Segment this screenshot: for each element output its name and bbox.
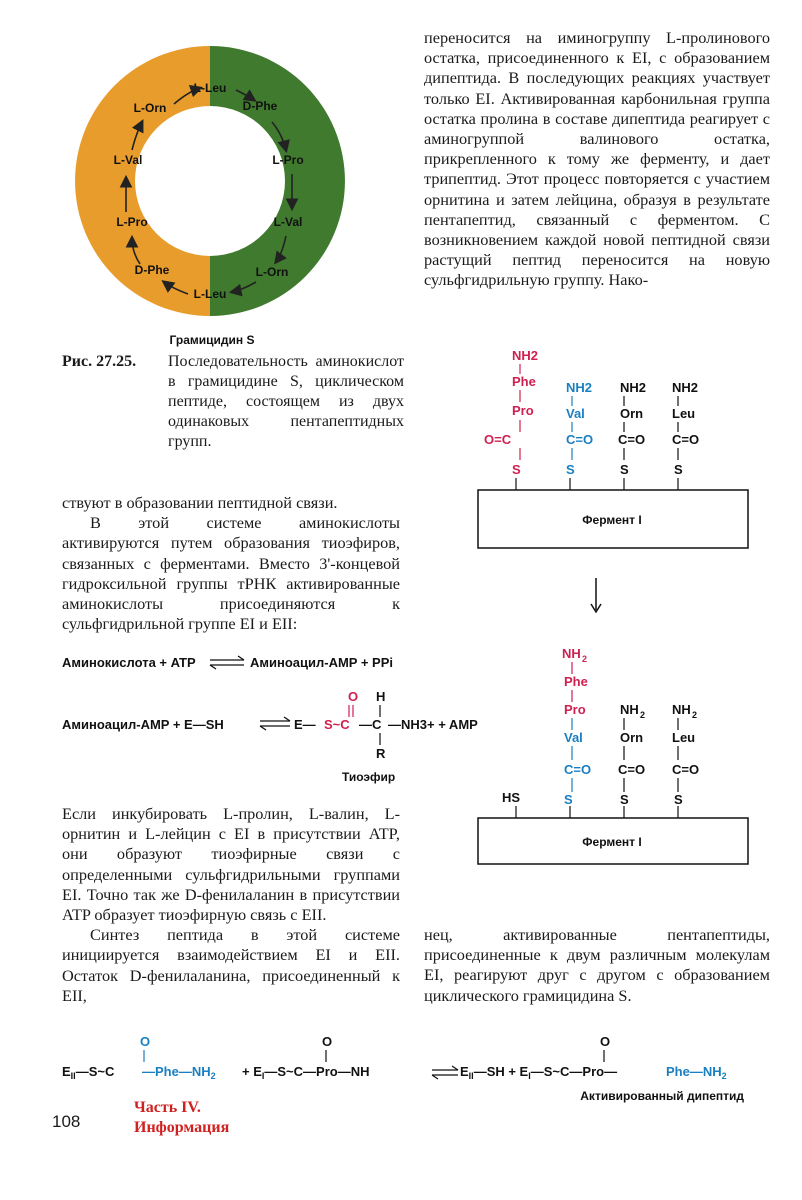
caption-text: Последовательность аминокислот в грамицидине S, циклическом пептиде, состоящем из двух одинаковых пентапептидных групп. bbox=[168, 353, 404, 450]
svg-text:Orn: Orn bbox=[620, 730, 644, 745]
svg-text:O: O bbox=[140, 1034, 151, 1049]
figure-caption bbox=[62, 352, 404, 452]
part-line-2: Информация bbox=[134, 1119, 230, 1136]
page-number: 108 bbox=[52, 1112, 81, 1131]
eq2-h: H bbox=[376, 689, 386, 704]
eq2-r: R bbox=[376, 746, 386, 761]
enzyme-state-1 bbox=[478, 348, 748, 548]
svg-text:Leu: Leu bbox=[672, 406, 696, 421]
svg-text:C=O: C=O bbox=[566, 432, 594, 447]
svg-text:Фермент I: Фермент I bbox=[582, 835, 642, 849]
svg-text:Phe—NH2: $Phe—NH_2$ bbox=[666, 1064, 727, 1081]
left-bottom-column bbox=[62, 804, 400, 1006]
thioester-label: Тиоэфир bbox=[342, 770, 396, 784]
svg-text:S: S bbox=[620, 792, 629, 807]
svg-text:NH2: NH2 bbox=[566, 380, 593, 395]
enzyme-state-2 bbox=[478, 646, 748, 864]
gramicidin-ring-figure bbox=[60, 26, 360, 356]
svg-text:—Phe—NH2: $—Phe—NH_2$ bbox=[142, 1064, 216, 1081]
svg-text:NH2: NH2 bbox=[512, 348, 539, 363]
part-title bbox=[134, 1098, 229, 1138]
svg-text:S: S bbox=[674, 792, 683, 807]
part-line-1: Часть IV. bbox=[134, 1099, 201, 1116]
svg-text:O: O bbox=[600, 1034, 611, 1049]
svg-text:—C: —C bbox=[359, 717, 382, 732]
svg-text:Pro: Pro bbox=[512, 403, 534, 418]
svg-text:HS: HS bbox=[502, 790, 521, 805]
svg-text:Pro: Pro bbox=[564, 702, 586, 717]
enzyme-label: Фермент I bbox=[582, 513, 642, 527]
svg-text:Orn: Orn bbox=[620, 406, 644, 421]
svg-text:Val: Val bbox=[564, 730, 583, 745]
ring-title: Грамицидин S bbox=[169, 333, 255, 347]
svg-text:Leu: Leu bbox=[672, 730, 696, 745]
ring-label: L-Orn bbox=[255, 265, 289, 279]
caption-label: Рис. 27.25. bbox=[62, 353, 137, 370]
svg-text:Val: Val bbox=[566, 406, 585, 421]
activated-dipeptide-label: Активированный дипептид bbox=[580, 1089, 744, 1103]
svg-text:O: O bbox=[322, 1034, 333, 1049]
svg-text:+ EI—S~C—Pro—NH: + $E_I—S\sim C—Pro—NH$ bbox=[242, 1064, 370, 1081]
svg-text:C=O: C=O bbox=[672, 432, 700, 447]
svg-text:EII—SH + EI—S~C—Pro—: $E_{II}—SH$ + $E_I—S\sim C—Pro—$ bbox=[460, 1064, 618, 1081]
ring-label: L-Pro bbox=[116, 215, 148, 229]
svg-text:O=C: O=C bbox=[484, 432, 512, 447]
eq1-left: Аминокислота + ATP bbox=[62, 655, 196, 670]
svg-text:NH: NH bbox=[562, 646, 581, 661]
svg-text:S~C: S~C bbox=[324, 717, 350, 732]
paragraph: ствуют в образовании пептидной связи. bbox=[62, 493, 338, 512]
paragraph: переносится на иминогруппу L-пролинового остатка, присоединенного к EI, с образованием дипептида. В последующих реакциях участвует только EI. Активированная карбонильная группа остатка пролина в составе дипептида реагирует с аминогруппой валинового остатка, прикрепленного к тому же ферменту, и дает трипептид. Этот процесс повторяется с участием орнитина и затем лейцина, образуя в результате пентапептид, связанный с ферментом. С возникновением каждой новой пептидной связи растущий пептид переносится на новую сульфгидрильную группу. Нако- bbox=[424, 28, 770, 290]
right-bottom-column bbox=[424, 925, 770, 1006]
left-mid-column bbox=[62, 493, 400, 634]
svg-text:NH: NH bbox=[620, 702, 639, 717]
svg-text:C=O: C=O bbox=[564, 762, 592, 777]
eq2-o: O bbox=[348, 689, 359, 704]
svg-text:EII—S~C: $E_{II}—S\sim C$ bbox=[62, 1064, 115, 1081]
svg-text:2: 2 bbox=[582, 654, 588, 664]
svg-text:C=O: C=O bbox=[618, 762, 646, 777]
eq2-tail: —NH3+ + AMP bbox=[388, 717, 478, 732]
ring-label: L-Val bbox=[273, 215, 303, 229]
ring-label: D-Phe bbox=[242, 99, 278, 113]
svg-text:2: 2 bbox=[692, 710, 698, 720]
svg-text:S: S bbox=[620, 462, 629, 477]
svg-text:C=O: C=O bbox=[618, 432, 646, 447]
svg-text:Phe: Phe bbox=[564, 674, 588, 689]
svg-text:Phe: Phe bbox=[512, 374, 536, 389]
paragraph: Если инкубировать L-пролин, L-валин, L-орнитин и L-лейцин с EI в присутствии ATP, они образуют тиоэфирные связи с определенными сульфгидрильными группами EI. Точно так же D-фенилаланин в присутствии ATP образует тиоэфирную связь с EII. bbox=[62, 804, 400, 925]
svg-text:S: S bbox=[512, 462, 521, 477]
svg-text:NH2: NH2 bbox=[620, 380, 647, 395]
svg-text:S: S bbox=[564, 792, 573, 807]
svg-text:NH2: NH2 bbox=[672, 380, 699, 395]
svg-text:NH: NH bbox=[672, 702, 691, 717]
svg-text:S: S bbox=[566, 462, 575, 477]
svg-text:C=O: C=O bbox=[672, 762, 700, 777]
svg-text:S: S bbox=[674, 462, 683, 477]
ring-label: L-Pro bbox=[272, 153, 304, 167]
ring-label: L-Val bbox=[113, 153, 143, 167]
paragraph: нец, активированные пентапептиды, присоединенные к двум различным молекулам EI, реагируют друг с другом с образованием циклического грамицидина S. bbox=[424, 925, 770, 1005]
eq1-right: Аминоацил-AMP + PPi bbox=[250, 655, 394, 670]
right-top-column bbox=[424, 28, 770, 291]
paragraph: В этой системе аминокислоты активируются путем образования тиоэфиров, связанных с ферментами. Вместо 3'-концевой гидроксильной группы тРНК активированные аминокислоты присоединяются к сульфгидрильной группе EI и EII: bbox=[62, 513, 400, 634]
ring-label: L-Orn bbox=[133, 101, 167, 115]
paragraph: Синтез пептида в этой системе инициируется взаимодействием EI и EII. Остаток D-фенилаланина, присоединенный к EII, bbox=[62, 925, 400, 1005]
svg-text:2: 2 bbox=[640, 710, 646, 720]
eq2-left: Аминоацил-AMP + E—SH bbox=[62, 717, 224, 732]
svg-text:E—: E— bbox=[294, 717, 316, 732]
enzyme-diagram bbox=[440, 340, 770, 865]
ring-label: L-Leu bbox=[193, 287, 227, 301]
ring-label: D-Phe bbox=[134, 263, 170, 277]
ring-label: L-Leu bbox=[193, 81, 227, 95]
